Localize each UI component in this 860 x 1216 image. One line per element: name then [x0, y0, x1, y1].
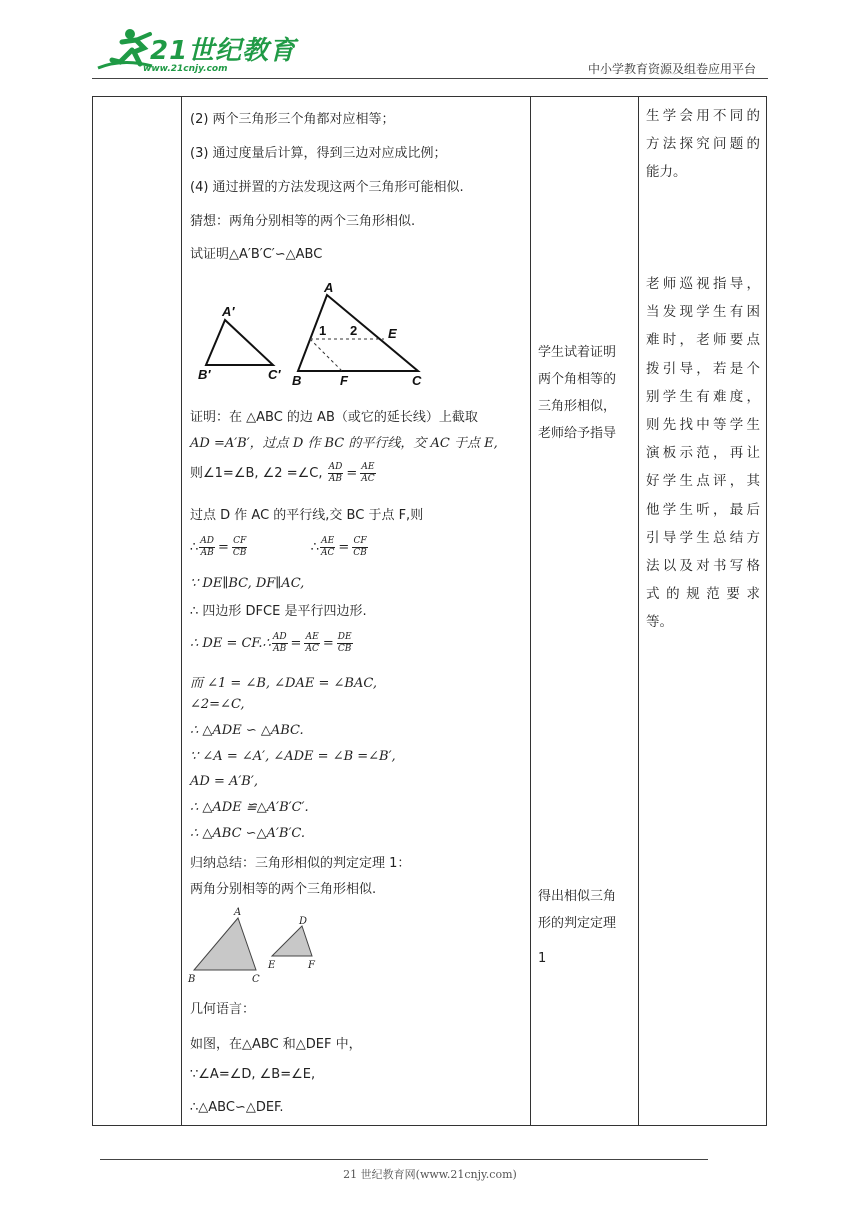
- footer-text: 21 世纪教育网(www.21cnjy.com): [343, 1168, 517, 1181]
- angle-1: 1: [319, 323, 327, 338]
- geometry-line: ∴△ABC∽△DEF.: [190, 1100, 284, 1115]
- footer-divider: [100, 1159, 708, 1160]
- fraction: $\frac{AD}{AB}$: [272, 632, 287, 654]
- column-divider-2: [530, 96, 531, 1126]
- proof-text: 则∠1=∠B, ∠2 =∠C,: [190, 466, 323, 481]
- label-C: C: [412, 373, 422, 388]
- label-A: A: [324, 280, 334, 295]
- proof-line: ∴ $\frac{AD}{AB}$ = $\frac{CF}{CB}$ ∴ $\frac{AE}{AC}$ = $\frac{CF}{CB}$: [190, 536, 367, 558]
- label-C: C: [252, 974, 260, 985]
- text-line: (3) 通过度量后计算，得到三边对应成比例；: [190, 146, 447, 161]
- column-divider-3: [638, 96, 639, 1126]
- logo-url: www.21cnjy.com: [143, 64, 228, 74]
- proof-line: AD = A′B′,: [190, 774, 258, 789]
- label-E: E: [388, 326, 397, 341]
- summary-title: 归纳总结：三角形相似的判定定理 1：: [190, 856, 411, 871]
- design-intent-2: 老师巡视指导， 当发现学生有困 难时，老师要点 拨引导，若是个 别学生有难度， 则先找中等学生 演板示范，再让 好学生点评，其 他学生听，最后 引导学生总结方 法以及对书写格 式的规范要求 等。: [646, 276, 760, 631]
- geometry-language-title: 几何语言：: [190, 1002, 256, 1017]
- platform-name: 中小学教育资源及组卷应用平台: [587, 62, 756, 76]
- label-C1: C′: [268, 367, 281, 382]
- proof-line: 过点 D 作 AC 的平行线,交 BC 于点 F,则: [190, 508, 424, 523]
- header-divider: [92, 78, 768, 79]
- proof-line: ∴ △ABC ∽△A′B′C.: [190, 826, 306, 841]
- fraction: $\frac{AE}{AC}$: [361, 462, 375, 484]
- page-header: [0, 0, 860, 80]
- proof-line: ∴ △ADE ≌△A′B′C′.: [190, 800, 309, 815]
- theorem-text: 两角分别相等的两个三角形相似.: [190, 882, 377, 897]
- proof-line: AD =A′B′，过点 D 作 BC 的平行线，交 AC 于点 E,: [190, 436, 498, 451]
- geometry-line: 如图，在△ABC 和△DEF 中，: [190, 1037, 362, 1052]
- proof-line: ∴ △ADE ∽ △ABC.: [190, 723, 304, 738]
- label-B: B: [292, 373, 302, 388]
- label-F: F: [340, 373, 348, 388]
- label-B: B: [188, 974, 196, 985]
- triangle-figure-2: [186, 906, 326, 986]
- fraction: $\frac{AE}{AC}$: [305, 632, 319, 654]
- label-D: D: [299, 916, 308, 927]
- triangle-figure-1: [194, 278, 434, 390]
- text-line: (4) 通过拼置的方法发现这两个三角形可能相似.: [190, 180, 464, 195]
- label-E: E: [268, 960, 276, 971]
- text-line: (2) 两个三角形三个角都对应相等；: [190, 112, 395, 127]
- label-B1: B′: [198, 367, 211, 382]
- proof-line: ∵ ∠A = ∠A′, ∠ADE = ∠B =∠B′,: [190, 749, 396, 764]
- fraction: $\frac{AD}{AB}$: [328, 462, 343, 484]
- student-activity-1: 学生试着证明 两个角相等的 三角形相似， 老师给予指导: [538, 345, 617, 441]
- label-F: F: [308, 960, 315, 971]
- label-A: A: [234, 907, 242, 918]
- angle-2: 2: [350, 323, 358, 338]
- geometry-line: ∵∠A=∠D, ∠B=∠E,: [190, 1067, 316, 1082]
- column-divider-1: [181, 96, 182, 1126]
- fraction: $\frac{CF}{CB}$: [353, 536, 367, 558]
- fraction: $\frac{AE}{AC}$: [320, 536, 335, 558]
- conjecture: 猜想：两角分别相等的两个三角形相似.: [190, 214, 416, 229]
- fraction: $\frac{CF}{CB}$: [232, 536, 247, 558]
- logo-text: 21世纪教育: [150, 36, 297, 66]
- proof-line: ∴ 四边形 DFCE 是平行四边形.: [190, 604, 367, 619]
- proof-line: 证明：在 △ABC 的边 AB（或它的延长线）上截取: [190, 410, 478, 425]
- design-intent-1: 生学会用不同的 方法探究问题的 能力。: [646, 108, 760, 180]
- fraction: $\frac{AD}{AB}$: [200, 536, 214, 558]
- prove-statement: 试证明△A′B′C′∽△ABC: [190, 247, 323, 262]
- proof-line: ∴ DE = CF.∴ $\frac{AD}{AB}$ = $\frac{AE}{AC}$ = $\frac{DE}{CB}$: [190, 632, 352, 654]
- fraction: $\frac{DE}{CB}$: [337, 632, 352, 654]
- proof-line: 则∠1=∠B, ∠2 =∠C, $\frac{AD}{AB}$ = $\frac{AE}{AC}$: [190, 462, 375, 484]
- proof-line: 而 ∠1 = ∠B, ∠DAE = ∠BAC,: [190, 676, 377, 691]
- proof-line: ∠2=∠C,: [190, 697, 245, 712]
- label-A1: A′: [222, 304, 235, 319]
- student-activity-2: 得出相似三角 形的判定定理 1: [538, 889, 617, 966]
- proof-line: ∵ DE∥BC, DF∥AC,: [190, 576, 305, 591]
